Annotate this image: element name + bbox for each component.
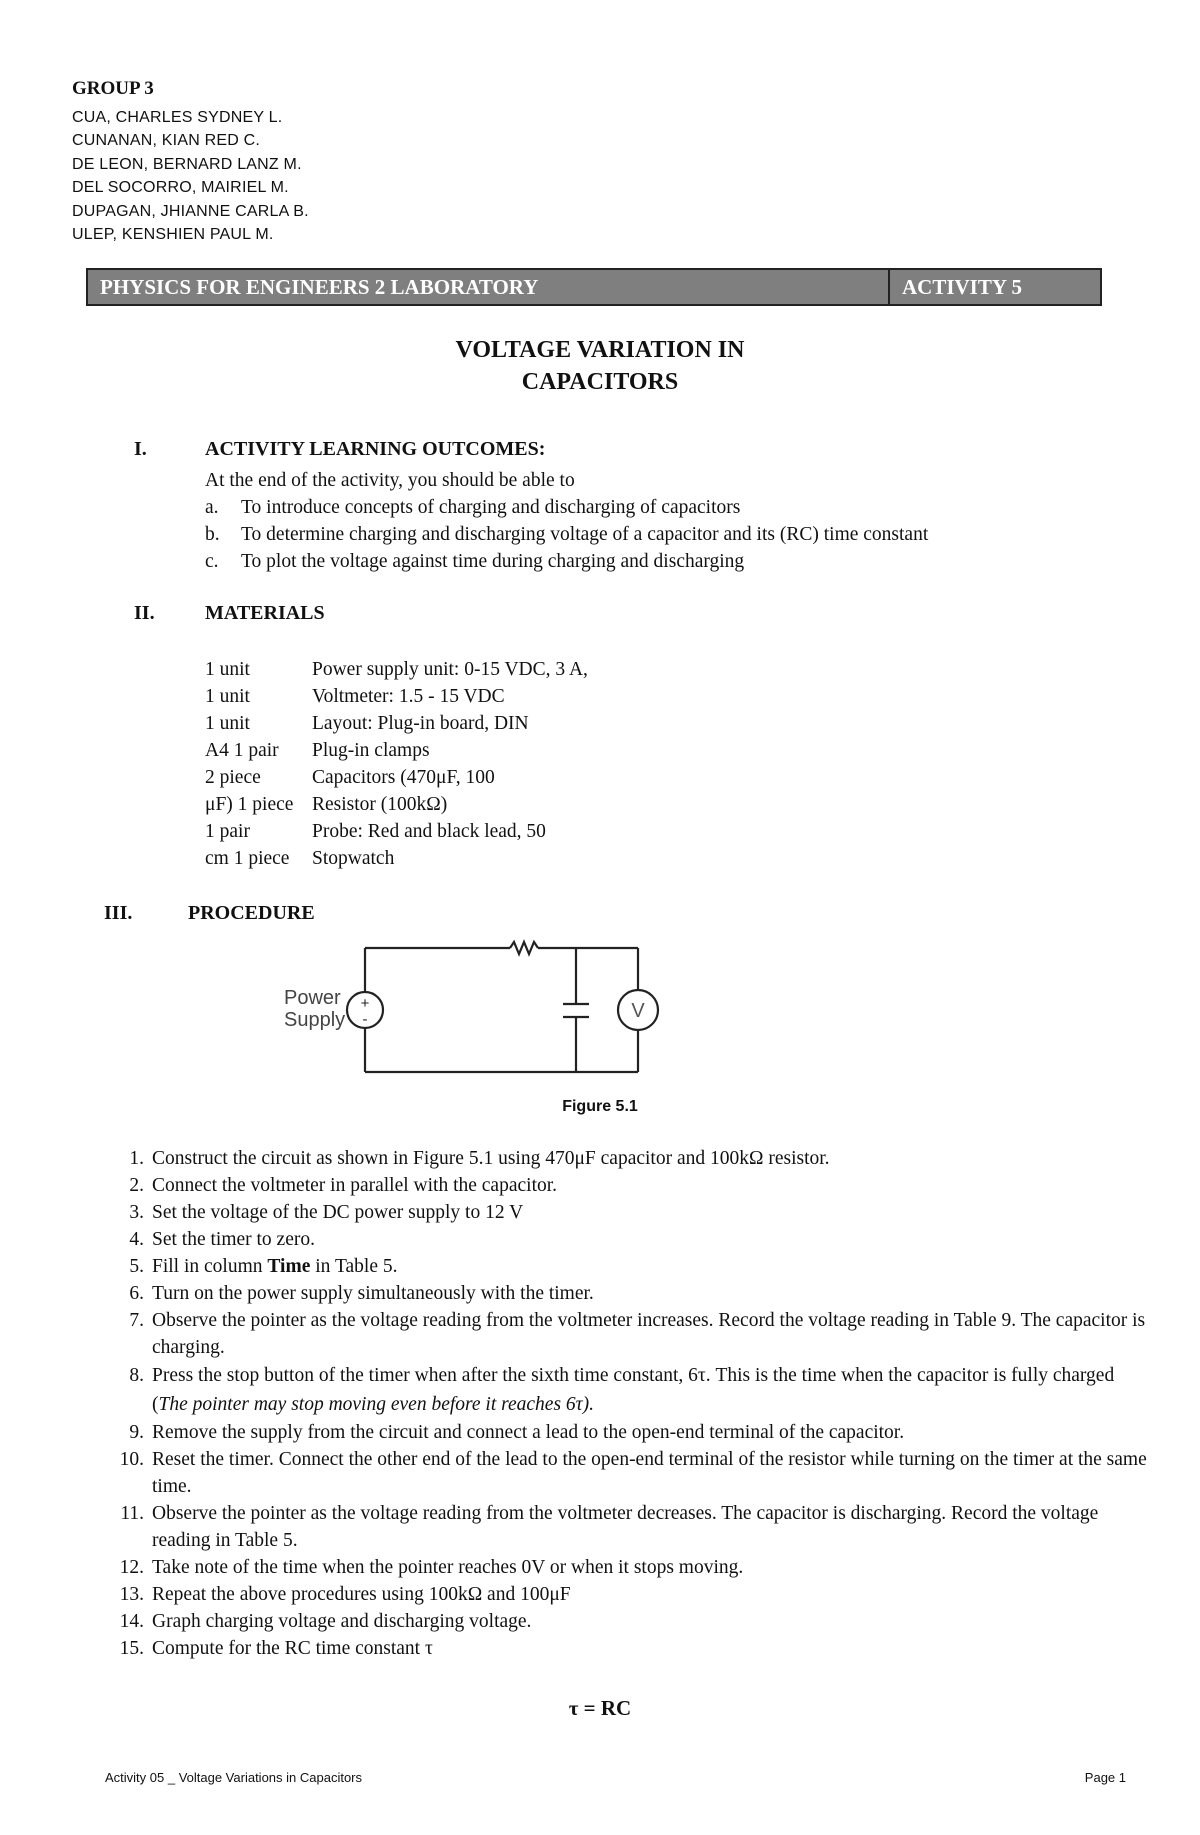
step-number: 11. xyxy=(120,1503,144,1524)
section-3-number: III. xyxy=(104,902,133,924)
material-qty: 2 piece xyxy=(205,767,261,788)
course-title: PHYSICS FOR ENGINEERS 2 LABORATORY xyxy=(88,270,890,304)
member-name: DEL SOCORRO, MAIRIEL M. xyxy=(72,179,289,197)
footer-page-number: Page 1 xyxy=(1084,1770,1126,1785)
group-title: GROUP 3 xyxy=(72,78,154,99)
step-text: Graph charging voltage and discharging voltage. xyxy=(152,1611,532,1632)
course-banner xyxy=(86,268,1102,306)
material-desc: Plug-in clamps xyxy=(312,740,430,761)
activity-label: ACTIVITY 5 xyxy=(902,275,1022,299)
member-name: DUPAGAN, JHIANNE CARLA B. xyxy=(72,202,309,220)
outcomes-intro: At the end of the activity, you should be able to xyxy=(205,470,575,491)
learning-outcomes xyxy=(205,467,928,575)
section-1-title: ACTIVITY LEARNING OUTCOMES: xyxy=(205,438,546,460)
footer-document-title: Activity 05 _ Voltage Variations in Capacitors xyxy=(105,1770,363,1785)
step-text-bold: Time xyxy=(267,1256,311,1277)
section-2-title: MATERIALS xyxy=(205,602,325,624)
step-number: 5. xyxy=(129,1256,144,1277)
title-line-1: VOLTAGE VARIATION IN xyxy=(455,337,745,363)
step-text: Set the timer to zero. xyxy=(152,1229,315,1250)
step-number: 2. xyxy=(129,1175,144,1196)
procedure-step xyxy=(100,1361,1152,1419)
procedure-step xyxy=(100,1446,1152,1500)
page-title xyxy=(0,334,1200,398)
material-qty: 1 unit xyxy=(205,659,250,680)
step-text: Compute for the RC time constant τ xyxy=(152,1638,433,1659)
step-number: 3. xyxy=(129,1202,144,1223)
member-name: ULEP, KENSHIEN PAUL M. xyxy=(72,226,274,244)
step-text: Observe the pointer as the voltage reading from the voltmeter decreases. The capacitor is discharging. Record the voltage reading in Table 5. xyxy=(152,1503,1099,1551)
member-list xyxy=(72,106,309,246)
material-desc: Resistor (100kΩ) xyxy=(312,794,448,815)
step-number: 1. xyxy=(129,1148,144,1169)
procedure-steps xyxy=(100,1145,1152,1662)
outcome-label: b. xyxy=(205,524,220,545)
procedure-step xyxy=(100,1199,1152,1226)
outcome-item xyxy=(205,494,928,521)
step-number: 8. xyxy=(129,1365,144,1386)
step-number: 6. xyxy=(129,1283,144,1304)
material-desc: Layout: Plug-in board, DIN xyxy=(312,713,529,734)
step-number: 13. xyxy=(119,1584,144,1605)
procedure-step xyxy=(100,1635,1152,1662)
step-text: Press the stop button of the timer when after the sixth time constant, 6τ. This is the time when the capacitor is fully charged ( xyxy=(152,1365,1115,1415)
step-text: Take note of the time when the pointer reaches 0V or when it stops moving. xyxy=(152,1557,744,1578)
step-text: Turn on the power supply simultaneously with the timer. xyxy=(152,1283,594,1304)
outcome-label: a. xyxy=(205,497,219,518)
material-qty: 1 unit xyxy=(205,686,250,707)
procedure-step xyxy=(100,1307,1152,1361)
circuit-diagram xyxy=(270,930,670,1090)
material-qty: cm 1 piece xyxy=(205,848,290,869)
procedure-step xyxy=(100,1581,1152,1608)
step-text: Repeat the above procedures using 100kΩ and 100μF xyxy=(152,1584,571,1605)
step-text: Remove the supply from the circuit and connect a lead to the open-end terminal of the capacitor. xyxy=(152,1422,905,1443)
procedure-step xyxy=(100,1280,1152,1307)
procedure-step xyxy=(100,1608,1152,1635)
power-minus-sign: - xyxy=(362,1011,368,1028)
step-text: Observe the pointer as the voltage reading from the voltmeter increases. Record the voltage reading in Table 9. The capacitor is charging. xyxy=(152,1310,1146,1358)
step-text: Set the voltage of the DC power supply to 12 V xyxy=(152,1202,524,1223)
outcome-label: c. xyxy=(205,551,219,572)
procedure-step xyxy=(100,1172,1152,1199)
step-number: 15. xyxy=(119,1638,144,1659)
procedure-step xyxy=(100,1145,1152,1172)
member-name: CUA, CHARLES SYDNEY L. xyxy=(72,109,283,126)
step-text: Connect the voltmeter in parallel with the capacitor. xyxy=(152,1175,558,1196)
material-qty: μF) 1 piece xyxy=(205,794,294,815)
title-line-2: CAPACITORS xyxy=(521,369,679,395)
material-qty: A4 1 pair xyxy=(205,740,279,761)
material-desc: Stopwatch xyxy=(312,848,395,869)
material-desc: Probe: Red and black lead, 50 xyxy=(312,821,546,842)
step-text: Construct the circuit as shown in Figure 5.1 using 470μF capacitor and 100kΩ resistor. xyxy=(152,1148,830,1169)
step-number: 10. xyxy=(119,1449,144,1470)
step-text-post: in Table 5. xyxy=(310,1256,398,1277)
material-desc: Power supply unit: 0-15 VDC, 3 A, xyxy=(312,659,588,680)
outcome-text: To determine charging and discharging voltage of a capacitor and its (RC) time constant xyxy=(241,524,929,545)
outcome-text: To plot the voltage against time during charging and discharging xyxy=(241,551,745,572)
member-name: DE LEON, BERNARD LANZ M. xyxy=(72,155,302,173)
step-text: Reset the timer. Connect the other end of the lead to the open-end terminal of the resistor while turning on the timer at the same time. xyxy=(152,1449,1147,1497)
step-number: 14. xyxy=(119,1611,144,1632)
material-qty: 1 pair xyxy=(205,821,250,842)
section-2-number: II. xyxy=(134,602,155,624)
member-name: CUNANAN, KIAN RED C. xyxy=(72,132,261,150)
procedure-step xyxy=(100,1226,1152,1253)
resistor-symbol xyxy=(510,942,538,954)
figure-caption: Figure 5.1 xyxy=(562,1098,638,1115)
material-desc: Capacitors (470μF, 100 xyxy=(312,767,495,788)
power-label-line-2: Supply xyxy=(284,1009,346,1031)
outcome-text: To introduce concepts of charging and discharging of capacitors xyxy=(241,497,741,518)
material-qty: 1 unit xyxy=(205,713,250,734)
power-label-line-1: Power xyxy=(284,987,341,1009)
procedure-step xyxy=(100,1500,1152,1554)
procedure-step xyxy=(100,1253,1152,1280)
step-number: 7. xyxy=(129,1310,144,1331)
section-3-title: PROCEDURE xyxy=(188,902,315,924)
step-text-pre: Fill in column xyxy=(152,1256,268,1277)
step-number: 9. xyxy=(129,1422,144,1443)
step-number: 4. xyxy=(129,1229,144,1250)
outcome-item xyxy=(205,521,928,548)
power-plus-sign: + xyxy=(360,995,370,1012)
step-text-italic: The pointer may stop moving even before it reaches 6τ). xyxy=(158,1394,595,1415)
procedure-step xyxy=(100,1419,1152,1446)
voltmeter-label: V xyxy=(631,1000,645,1022)
outcome-item xyxy=(205,548,928,575)
procedure-step xyxy=(100,1554,1152,1581)
material-desc: Voltmeter: 1.5 - 15 VDC xyxy=(312,686,505,707)
step-number: 12. xyxy=(119,1557,144,1578)
section-1-number: I. xyxy=(134,438,147,460)
time-constant-formula: τ = RC xyxy=(568,1696,632,1720)
